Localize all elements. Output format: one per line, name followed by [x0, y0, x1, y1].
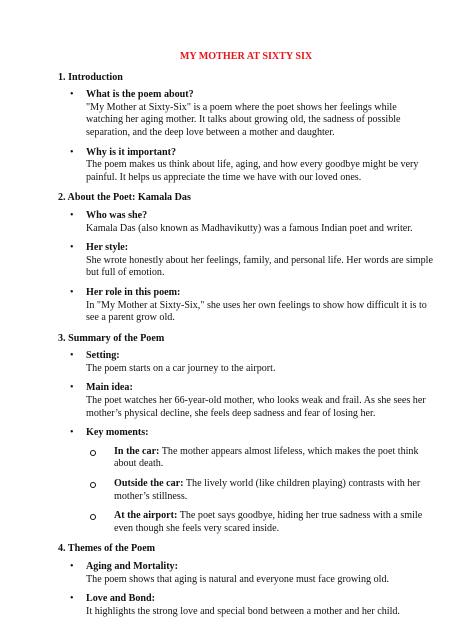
item-title: Key moments: — [86, 427, 149, 439]
section-heading: 4. Themes of the Poem — [58, 543, 156, 555]
item-text: She wrote honestly about her feelings, family, and personal life. Her words are simple but full of emotion. — [86, 254, 433, 279]
section — [58, 333, 434, 536]
item-title: Main idea: — [86, 382, 133, 394]
section — [58, 543, 434, 618]
sub-item-text: The mother appears almost lifeless, which makes the poet think about death. — [114, 445, 419, 470]
section — [58, 72, 434, 185]
item-text: "My Mother at Sixty-Six" is a poem where the poet shows her feelings while watching her aging mother. It talks about growing old, the sadness of possible separation, and the deep love between a mother and daughter. — [86, 101, 401, 138]
bullet-icon: • — [70, 146, 74, 158]
bullet-icon: • — [70, 350, 74, 362]
bullet-list — [58, 89, 434, 184]
list-item — [58, 382, 434, 420]
item-title: Setting: — [86, 350, 120, 362]
item-text: The poet watches her 66-year-old mother, who looks weak and frail. As she sees her mother’s physical decline, she feels deep sadness and fear of losing her. — [86, 395, 426, 419]
item-title: Her role in this poem: — [86, 286, 181, 298]
sub-item-lead: In the car: — [114, 445, 160, 457]
list-item — [58, 593, 434, 618]
sub-list-item — [86, 446, 434, 471]
list-item — [58, 287, 434, 325]
bullet-list — [58, 350, 434, 535]
circle-bullet-icon — [90, 514, 96, 520]
bullet-icon: • — [70, 89, 74, 101]
sub-list-item — [86, 510, 434, 535]
item-title: Aging and Mortality: — [86, 561, 178, 572]
list-item — [58, 350, 434, 375]
item-text: The poem shows that aging is natural and everyone must face growing old. — [86, 573, 390, 585]
item-text: The poem makes us think about life, aging, and how every goodbye might be very painful. It helps us appreciate the time we have with our loved ones. — [86, 159, 419, 183]
list-item — [58, 147, 434, 185]
bullet-icon: • — [70, 561, 74, 572]
sub-list — [86, 446, 434, 536]
item-text: It highlights the strong love and special bond between a mother and her child. — [86, 605, 400, 617]
section-heading: 1. Introduction — [58, 71, 123, 83]
bullet-list — [58, 561, 434, 618]
list-item — [58, 427, 434, 535]
sub-item-lead: Outside the car: — [114, 478, 184, 490]
item-text: In "My Mother at Sixty-Six," she uses her own feelings to show how difficult it is to see a parent grow old. — [86, 299, 427, 324]
document-title: MY MOTHER AT SIXTY SIX — [179, 51, 313, 62]
item-title: What is the poem about? — [86, 89, 194, 101]
list-item — [58, 561, 434, 586]
item-title: Her style: — [86, 242, 129, 254]
section-heading: 2. About the Poet: Kamala Das — [58, 192, 191, 204]
list-item — [58, 89, 434, 139]
bullet-icon: • — [70, 427, 74, 439]
bullet-icon: • — [70, 242, 74, 254]
bullet-icon: • — [70, 209, 74, 221]
sub-item-lead: At the airport: — [114, 510, 178, 522]
circle-bullet-icon — [90, 450, 96, 456]
circle-bullet-icon — [90, 482, 96, 488]
item-title: Why is it important? — [86, 146, 177, 158]
document-body — [58, 72, 434, 619]
sub-list-item — [86, 478, 434, 503]
item-title: Love and Bond: — [86, 593, 155, 605]
bullet-icon: • — [70, 593, 74, 605]
sub-item-text: The poet says goodbye, hiding her true sadness with a smile even though she feels very scared inside. — [114, 510, 423, 534]
item-title: Who was she? — [86, 209, 148, 221]
bullet-list — [58, 210, 434, 325]
bullet-icon: • — [70, 286, 74, 298]
section-heading: 3. Summary of the Poem — [58, 332, 165, 344]
list-item — [58, 210, 434, 235]
section — [58, 192, 434, 324]
sub-item-text: The lively world (like children playing) contrasts with her mother’s stillness. — [114, 478, 421, 502]
bullet-icon: • — [70, 382, 74, 394]
item-text: The poem starts on a car journey to the airport. — [86, 362, 276, 374]
item-text: Kamala Das (also known as Madhavikutty) was a famous Indian poet and writer. — [86, 222, 413, 234]
list-item — [58, 242, 434, 280]
